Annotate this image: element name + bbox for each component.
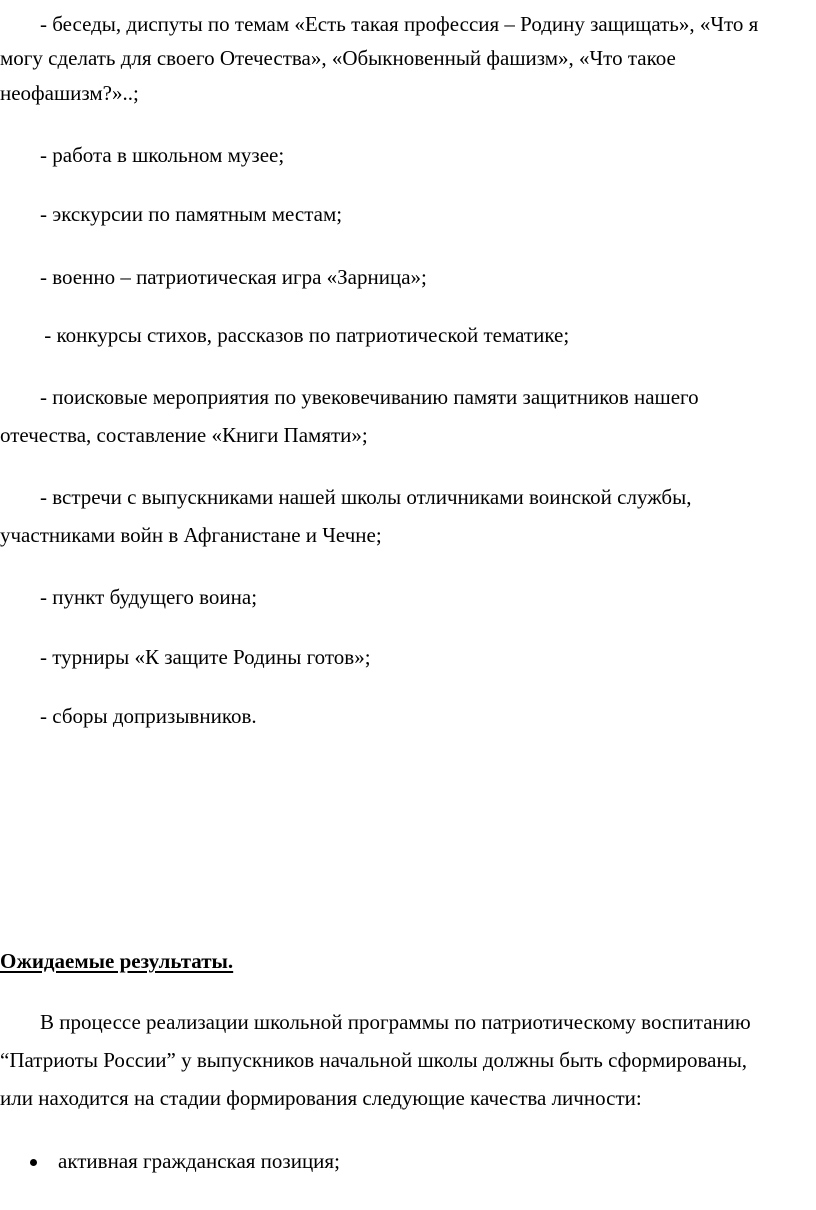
activity-6-line-1: - поисковые мероприятия по увековечиванию памяти защитников нашего [40,385,699,409]
activity-1-line-1: - беседы, диспуты по темам «Есть такая профессия – Родину защищать», «Что я [40,12,759,36]
activity-9-line-1: - турниры «К защите Родины готов»; [40,645,371,669]
activity-10-line-1: - сборы допризывников. [40,704,257,728]
results-paragraph-line-3: или находится на стадии формирования следующие качества личности: [0,1086,642,1110]
results-paragraph-line-2: “Патриоты России” у выпускников начальной школы должны быть сформированы, [0,1048,748,1072]
activity-4-line-1: - военно – патриотическая игра «Зарница»; [40,265,427,289]
results-paragraph-line-1: В процессе реализации школьной программы по патриотическому воспитанию [40,1010,751,1034]
activity-6-line-2: отечества, составление «Книги Памяти»; [0,423,368,447]
activity-1-line-3: неофашизм?»..; [0,81,139,105]
activity-7-line-2: участниками войн в Афганистане и Чечне; [0,523,382,547]
activity-5-line-1: - конкурсы стихов, рассказов по патриотической тематике; [39,323,570,347]
activity-1-line-2: могу сделать для своего Отечества», «Обыкновенный фашизм», «Что такое [0,46,676,70]
bullet-icon [30,1159,37,1166]
activity-2-line-1: - работа в школьном музее; [40,143,285,167]
quality-item-1: активная гражданская позиция; [58,1149,340,1173]
activity-7-line-1: - встречи с выпускниками нашей школы отличниками воинской службы, [40,485,692,509]
activity-8-line-1: - пункт будущего воина; [40,585,258,609]
results-heading: Ожидаемые результаты. [0,949,234,973]
activity-3-line-1: - экскурсии по памятным местам; [40,202,343,226]
